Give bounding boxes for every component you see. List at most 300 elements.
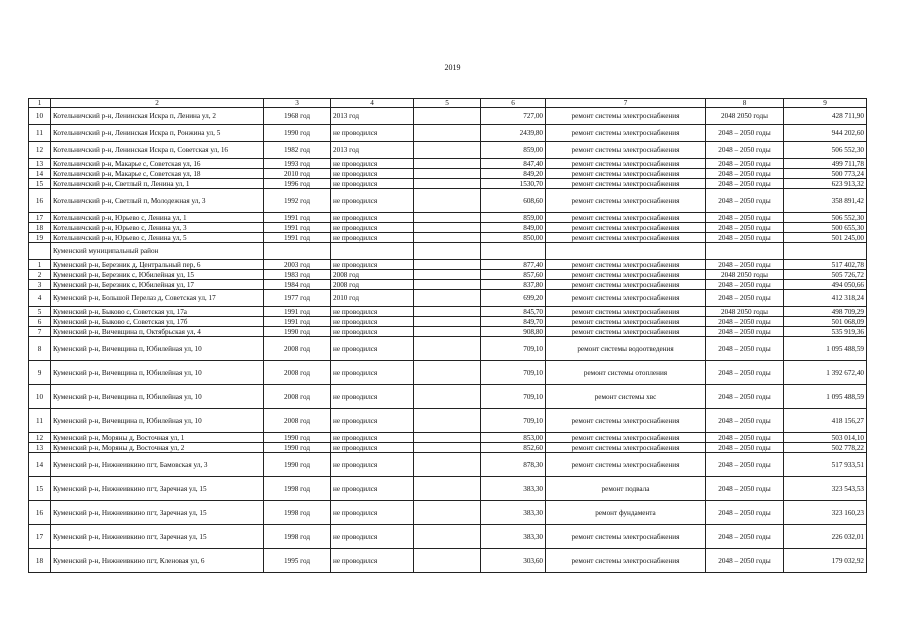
building-address: Куменский р-н, Вичевщина п, Юбилейная ул, 10 [51, 385, 264, 409]
last-repair: не проводился [331, 233, 414, 243]
table-row [29, 108, 867, 125]
building-address: Котельничский р-н, Макарье с, Советская ул, 16 [51, 159, 264, 169]
building-address: Куменский р-н, Моряны д, Восточная ул, 1 [51, 433, 264, 443]
floor-area: 845,70 [481, 307, 546, 317]
table-row [29, 280, 867, 290]
floor-area: 383,30 [481, 501, 546, 525]
repair-cost: 323 543,53 [784, 477, 867, 501]
work-type: ремонт системы электроснабжения [546, 159, 706, 169]
row-number: 16 [29, 189, 51, 213]
build-year: 1998 год [264, 525, 331, 549]
empty-cell [481, 243, 546, 260]
empty-cell [414, 409, 481, 433]
work-type: ремонт системы электроснабжения [546, 327, 706, 337]
empty-cell [414, 260, 481, 270]
last-repair: не проводился [331, 337, 414, 361]
empty-cell [414, 385, 481, 409]
work-type: ремонт системы водоотведения [546, 337, 706, 361]
repair-cost: 501 068,09 [784, 317, 867, 327]
floor-area: 853,00 [481, 433, 546, 443]
table-row [29, 443, 867, 453]
repair-period: 2048 – 2050 годы [706, 549, 784, 573]
last-repair: не проводился [331, 125, 414, 142]
last-repair: не проводился [331, 453, 414, 477]
repair-period: 2048 – 2050 годы [706, 125, 784, 142]
building-address: Котельничский р-н, Ленинская Искра п, Советская ул, 16 [51, 142, 264, 159]
work-type: ремонт системы электроснабжения [546, 307, 706, 317]
table-row [29, 159, 867, 169]
row-number: 14 [29, 169, 51, 179]
empty-cell [784, 243, 867, 260]
repair-period: 2048 – 2050 годы [706, 327, 784, 337]
last-repair: не проводился [331, 525, 414, 549]
floor-area: 383,30 [481, 525, 546, 549]
row-number: 11 [29, 409, 51, 433]
last-repair: 2008 год [331, 270, 414, 280]
repair-period: 2048 – 2050 годы [706, 179, 784, 189]
building-address: Куменский р-н, Нижнеивкино пгт, Заречная ул, 15 [51, 477, 264, 501]
repair-cost: 500 773,24 [784, 169, 867, 179]
repair-cost: 494 050,66 [784, 280, 867, 290]
work-type: ремонт системы электроснабжения [546, 317, 706, 327]
table-row [29, 525, 867, 549]
building-address: Куменский р-н, Нижнеивкино пгт, Заречная ул, 15 [51, 501, 264, 525]
last-repair: не проводился [331, 385, 414, 409]
build-year: 1998 год [264, 501, 331, 525]
repair-period: 2048 – 2050 годы [706, 213, 784, 223]
repair-period: 2048 – 2050 годы [706, 433, 784, 443]
row-number: 12 [29, 433, 51, 443]
work-type: ремонт системы электроснабжения [546, 260, 706, 270]
repair-cost: 428 711,90 [784, 108, 867, 125]
repair-cost: 498 709,29 [784, 307, 867, 317]
build-year: 1995 год [264, 549, 331, 573]
repair-period: 2048 – 2050 годы [706, 290, 784, 307]
work-type: ремонт системы электроснабжения [546, 142, 706, 159]
table-row [29, 549, 867, 573]
empty-cell [414, 125, 481, 142]
repair-cost: 517 933,51 [784, 453, 867, 477]
empty-cell [414, 290, 481, 307]
last-repair: не проводился [331, 409, 414, 433]
column-header: 7 [546, 99, 706, 108]
empty-cell [414, 307, 481, 317]
last-repair: не проводился [331, 159, 414, 169]
last-repair: не проводился [331, 327, 414, 337]
work-type: ремонт системы электроснабжения [546, 108, 706, 125]
building-address: Куменский р-н, Нижнеивкино пгт, Заречная ул, 15 [51, 525, 264, 549]
build-year: 1991 год [264, 307, 331, 317]
work-type: ремонт системы электроснабжения [546, 525, 706, 549]
empty-cell [414, 189, 481, 213]
table-row [29, 433, 867, 443]
row-number: 13 [29, 159, 51, 169]
row-number: 8 [29, 337, 51, 361]
row-number: 3 [29, 280, 51, 290]
floor-area: 1530,70 [481, 179, 546, 189]
last-repair: не проводился [331, 443, 414, 453]
last-repair: не проводился [331, 260, 414, 270]
row-number: 10 [29, 385, 51, 409]
floor-area: 850,00 [481, 233, 546, 243]
repair-period: 2048 2050 годы [706, 307, 784, 317]
empty-cell [414, 327, 481, 337]
last-repair: не проводился [331, 179, 414, 189]
floor-area: 709,10 [481, 409, 546, 433]
last-repair: не проводился [331, 361, 414, 385]
build-year: 1998 год [264, 477, 331, 501]
row-number: 1 [29, 260, 51, 270]
repair-period: 2048 – 2050 годы [706, 525, 784, 549]
table-row [29, 142, 867, 159]
work-type: ремонт системы отопления [546, 361, 706, 385]
building-address: Куменский р-н, Быково с, Советская ул, 17а [51, 307, 264, 317]
work-type: ремонт системы хвс [546, 385, 706, 409]
section-number-cell [29, 243, 51, 260]
repair-period: 2048 – 2050 годы [706, 361, 784, 385]
repair-cost: 517 402,78 [784, 260, 867, 270]
building-address: Куменский р-н, Моряны д, Восточная ул, 2 [51, 443, 264, 453]
floor-area: 383,30 [481, 477, 546, 501]
building-address: Котельничский р-н, Юрьево с, Ленина ул, 3 [51, 223, 264, 233]
empty-cell [414, 525, 481, 549]
work-type: ремонт системы электроснабжения [546, 409, 706, 433]
repair-cost: 1 095 488,59 [784, 385, 867, 409]
row-number: 17 [29, 213, 51, 223]
empty-cell [414, 108, 481, 125]
table-row [29, 233, 867, 243]
row-number: 5 [29, 307, 51, 317]
column-header-row [29, 99, 867, 108]
repair-period: 2048 – 2050 годы [706, 260, 784, 270]
work-type: ремонт подвала [546, 477, 706, 501]
build-year: 1991 год [264, 213, 331, 223]
build-year: 1990 год [264, 443, 331, 453]
repair-cost: 506 552,30 [784, 213, 867, 223]
building-address: Котельничский р-н, Ленинская Искра п, Ленина ул, 2 [51, 108, 264, 125]
table-row [29, 337, 867, 361]
empty-cell [414, 179, 481, 189]
empty-cell [414, 443, 481, 453]
building-address: Куменский р-н, Березник д, Центральный пер, 6 [51, 260, 264, 270]
build-year: 1990 год [264, 433, 331, 443]
work-type: ремонт системы электроснабжения [546, 189, 706, 213]
repair-cost: 412 318,24 [784, 290, 867, 307]
row-number: 12 [29, 142, 51, 159]
table-row [29, 179, 867, 189]
table-row [29, 317, 867, 327]
work-type: ремонт системы электроснабжения [546, 213, 706, 223]
column-header: 2 [51, 99, 264, 108]
repair-period: 2048 – 2050 годы [706, 477, 784, 501]
build-year: 1977 год [264, 290, 331, 307]
floor-area: 849,20 [481, 169, 546, 179]
section-row [29, 243, 867, 260]
repair-period: 2048 2050 годы [706, 270, 784, 280]
table-row [29, 361, 867, 385]
building-address: Котельничский р-н, Ленинская Искра п, Ронжина ул, 5 [51, 125, 264, 142]
floor-area: 709,10 [481, 337, 546, 361]
floor-area: 709,10 [481, 361, 546, 385]
repair-cost: 418 156,27 [784, 409, 867, 433]
table-row [29, 260, 867, 270]
repair-period: 2048 – 2050 годы [706, 385, 784, 409]
empty-cell [414, 549, 481, 573]
building-address: Куменский р-н, Вичевщина п, Юбилейная ул, 10 [51, 361, 264, 385]
building-address: Куменский р-н, Вичевщина п, Октябрьская ул, 4 [51, 327, 264, 337]
empty-cell [414, 317, 481, 327]
last-repair: не проводился [331, 223, 414, 233]
building-address: Куменский р-н, Быково с, Советская ул, 17б [51, 317, 264, 327]
floor-area: 849,00 [481, 223, 546, 233]
page-number: 2019 [444, 63, 461, 72]
last-repair: не проводился [331, 477, 414, 501]
repair-cost: 502 778,22 [784, 443, 867, 453]
last-repair: не проводился [331, 501, 414, 525]
floor-area: 878,30 [481, 453, 546, 477]
empty-cell [264, 243, 331, 260]
last-repair: не проводился [331, 307, 414, 317]
repair-period: 2048 – 2050 годы [706, 223, 784, 233]
work-type: ремонт системы электроснабжения [546, 280, 706, 290]
empty-cell [414, 213, 481, 223]
row-number: 4 [29, 290, 51, 307]
table-row [29, 169, 867, 179]
row-number: 15 [29, 179, 51, 189]
building-address: Куменский р-н, Березник с, Юбилейная ул, 15 [51, 270, 264, 280]
row-number: 17 [29, 525, 51, 549]
floor-area: 859,00 [481, 142, 546, 159]
building-address: Котельничский р-н, Юрьево с, Ленина ул, 1 [51, 213, 264, 223]
empty-cell [414, 243, 481, 260]
table-row [29, 270, 867, 280]
repair-period: 2048 2050 годы [706, 108, 784, 125]
last-repair: не проводился [331, 549, 414, 573]
empty-cell [414, 169, 481, 179]
build-year: 1982 год [264, 142, 331, 159]
repair-cost: 623 913,32 [784, 179, 867, 189]
repair-cost: 501 245,00 [784, 233, 867, 243]
column-header: 6 [481, 99, 546, 108]
build-year: 1968 год [264, 108, 331, 125]
table-row [29, 223, 867, 233]
work-type: ремонт системы электроснабжения [546, 270, 706, 280]
empty-cell [414, 361, 481, 385]
empty-cell [414, 223, 481, 233]
building-address: Куменский р-н, Березник с, Юбилейная ул, 17 [51, 280, 264, 290]
floor-area: 852,60 [481, 443, 546, 453]
repair-period: 2048 – 2050 годы [706, 443, 784, 453]
repair-cost: 505 726,72 [784, 270, 867, 280]
last-repair: 2013 год [331, 142, 414, 159]
floor-area: 709,10 [481, 385, 546, 409]
build-year: 1991 год [264, 317, 331, 327]
empty-cell [414, 501, 481, 525]
column-header: 8 [706, 99, 784, 108]
last-repair: не проводился [331, 433, 414, 443]
work-type: ремонт системы электроснабжения [546, 233, 706, 243]
empty-cell [414, 142, 481, 159]
build-year: 2010 год [264, 169, 331, 179]
empty-cell [414, 477, 481, 501]
building-address: Котельничский р-н, Юрьево с, Ленина ул, 5 [51, 233, 264, 243]
table-row [29, 501, 867, 525]
build-year: 1983 год [264, 270, 331, 280]
floor-area: 847,40 [481, 159, 546, 169]
repair-cost: 535 919,36 [784, 327, 867, 337]
repair-cost: 323 160,23 [784, 501, 867, 525]
row-number: 7 [29, 327, 51, 337]
empty-cell [414, 159, 481, 169]
build-year: 2008 год [264, 337, 331, 361]
table-row [29, 189, 867, 213]
empty-cell [414, 453, 481, 477]
floor-area: 837,80 [481, 280, 546, 290]
last-repair: не проводился [331, 169, 414, 179]
build-year: 1991 год [264, 223, 331, 233]
repair-cost: 1 095 488,59 [784, 337, 867, 361]
repair-period: 2048 – 2050 годы [706, 409, 784, 433]
row-number: 2 [29, 270, 51, 280]
build-year: 2008 год [264, 385, 331, 409]
build-year: 1990 год [264, 453, 331, 477]
row-number: 16 [29, 501, 51, 525]
table-row [29, 290, 867, 307]
floor-area: 608,60 [481, 189, 546, 213]
row-number: 18 [29, 223, 51, 233]
row-number: 6 [29, 317, 51, 327]
work-type: ремонт системы электроснабжения [546, 443, 706, 453]
repair-cost: 499 711,78 [784, 159, 867, 169]
floor-area: 727,00 [481, 108, 546, 125]
work-type: ремонт системы электроснабжения [546, 179, 706, 189]
repair-cost: 226 032,01 [784, 525, 867, 549]
floor-area: 859,00 [481, 213, 546, 223]
work-type: ремонт системы электроснабжения [546, 453, 706, 477]
column-header: 1 [29, 99, 51, 108]
building-address: Куменский р-н, Нижнеивкино пгт, Бамовская ул, 3 [51, 453, 264, 477]
repair-cost: 1 392 672,40 [784, 361, 867, 385]
building-address: Куменский р-н, Вичевщина п, Юбилейная ул, 10 [51, 337, 264, 361]
repair-period: 2048 – 2050 годы [706, 501, 784, 525]
repair-period: 2048 – 2050 годы [706, 159, 784, 169]
row-number: 15 [29, 477, 51, 501]
build-year: 1992 год [264, 189, 331, 213]
table-row [29, 125, 867, 142]
repair-period: 2048 – 2050 годы [706, 280, 784, 290]
table-row [29, 477, 867, 501]
work-type: ремонт системы электроснабжения [546, 169, 706, 179]
work-type: ремонт системы электроснабжения [546, 290, 706, 307]
row-number: 19 [29, 233, 51, 243]
build-year: 1984 год [264, 280, 331, 290]
last-repair: 2013 год [331, 108, 414, 125]
building-address: Куменский р-н, Нижнеивкино пгт, Кленовая ул, 6 [51, 549, 264, 573]
repair-period: 2048 – 2050 годы [706, 337, 784, 361]
column-header: 5 [414, 99, 481, 108]
column-header: 3 [264, 99, 331, 108]
floor-area: 699,20 [481, 290, 546, 307]
empty-cell [331, 243, 414, 260]
empty-cell [414, 233, 481, 243]
building-address: Куменский р-н, Большой Перелаз д, Советская ул, 17 [51, 290, 264, 307]
table-row [29, 453, 867, 477]
repair-cost: 500 655,30 [784, 223, 867, 233]
empty-cell [706, 243, 784, 260]
repair-period: 2048 – 2050 годы [706, 317, 784, 327]
last-repair: не проводился [331, 317, 414, 327]
build-year: 1991 год [264, 233, 331, 243]
building-address: Котельничский р-н, Макарье с, Советская ул, 18 [51, 169, 264, 179]
repair-cost: 506 552,30 [784, 142, 867, 159]
repair-period: 2048 – 2050 годы [706, 453, 784, 477]
table-row [29, 409, 867, 433]
build-year: 1996 год [264, 179, 331, 189]
empty-cell [414, 280, 481, 290]
build-year: 1990 год [264, 327, 331, 337]
empty-cell [414, 433, 481, 443]
build-year: 1993 год [264, 159, 331, 169]
row-number: 11 [29, 125, 51, 142]
repair-cost: 358 891,42 [784, 189, 867, 213]
column-header: 4 [331, 99, 414, 108]
empty-cell [546, 243, 706, 260]
last-repair: не проводился [331, 213, 414, 223]
row-number: 14 [29, 453, 51, 477]
row-number: 10 [29, 108, 51, 125]
table-row [29, 327, 867, 337]
work-type: ремонт системы электроснабжения [546, 549, 706, 573]
repair-cost: 944 202,60 [784, 125, 867, 142]
building-address: Куменский р-н, Вичевщина п, Юбилейная ул, 10 [51, 409, 264, 433]
column-header: 9 [784, 99, 867, 108]
build-year: 2008 год [264, 409, 331, 433]
section-title: Куменский муниципальный район [51, 243, 264, 260]
floor-area: 857,60 [481, 270, 546, 280]
building-address: Котельничский р-н, Светлый п, Ленина ул, 1 [51, 179, 264, 189]
floor-area: 2439,80 [481, 125, 546, 142]
work-type: ремонт фундамента [546, 501, 706, 525]
repair-period: 2048 – 2050 годы [706, 233, 784, 243]
repair-period: 2048 – 2050 годы [706, 189, 784, 213]
last-repair: не проводился [331, 189, 414, 213]
empty-cell [414, 270, 481, 280]
row-number: 18 [29, 549, 51, 573]
work-type: ремонт системы электроснабжения [546, 433, 706, 443]
build-year: 2008 год [264, 361, 331, 385]
work-type: ремонт системы электроснабжения [546, 223, 706, 233]
floor-area: 303,60 [481, 549, 546, 573]
building-address: Котельничский р-н, Светлый п, Молодежная ул, 3 [51, 189, 264, 213]
empty-cell [414, 337, 481, 361]
repair-cost: 503 014,10 [784, 433, 867, 443]
last-repair: 2010 год [331, 290, 414, 307]
table-row [29, 307, 867, 317]
row-number: 13 [29, 443, 51, 453]
last-repair: 2008 год [331, 280, 414, 290]
floor-area: 908,80 [481, 327, 546, 337]
floor-area: 849,70 [481, 317, 546, 327]
work-type: ремонт системы электроснабжения [546, 125, 706, 142]
repair-period: 2048 – 2050 годы [706, 169, 784, 179]
repair-schedule-table [28, 98, 867, 573]
build-year: 1990 год [264, 125, 331, 142]
floor-area: 877,40 [481, 260, 546, 270]
repair-cost: 179 032,92 [784, 549, 867, 573]
repair-period: 2048 – 2050 годы [706, 142, 784, 159]
table-row [29, 213, 867, 223]
row-number: 9 [29, 361, 51, 385]
